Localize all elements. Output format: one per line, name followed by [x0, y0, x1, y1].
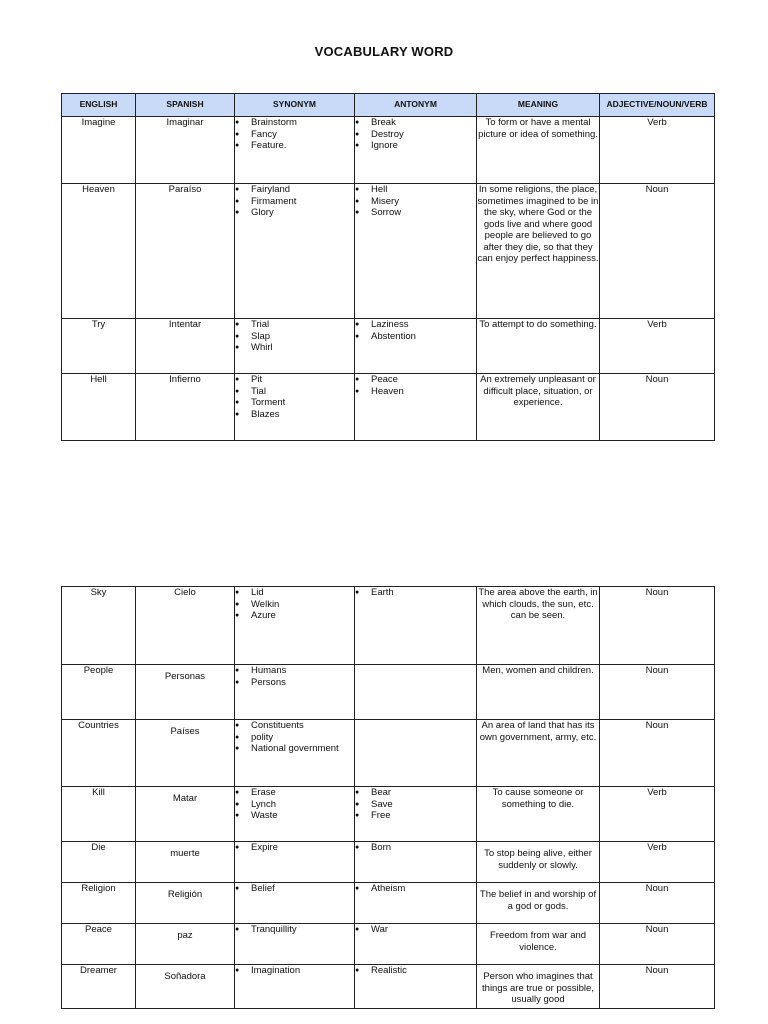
antonym-list — [355, 117, 477, 184]
list-item: ● Sorrow — [355, 207, 476, 219]
meaning-text: Men, women and children. — [477, 665, 600, 720]
table-row — [62, 924, 715, 965]
list-item: ● Humans — [235, 665, 354, 677]
vocabulary-table-1 — [61, 93, 715, 441]
list-item: ● Belief — [235, 883, 354, 895]
word-type: Noun — [600, 587, 715, 665]
table-row — [62, 319, 715, 374]
list-item: ● Erase — [235, 787, 354, 799]
list-item: ● Constituents — [235, 720, 354, 732]
word-type: Noun — [600, 965, 715, 1009]
english-word: Sky — [62, 587, 136, 665]
list-item: ● Lid — [235, 587, 354, 599]
list-item: ● Slap — [235, 331, 354, 343]
word-type: Verb — [600, 319, 715, 374]
word-type: Noun — [600, 883, 715, 924]
synonym-list — [235, 842, 355, 883]
table-header-row — [62, 94, 715, 117]
list-item: ● polity — [235, 732, 354, 744]
antonym-list — [355, 587, 477, 665]
spanish-word: Personas — [136, 665, 235, 720]
word-type: Noun — [600, 374, 715, 441]
antonym-list — [355, 787, 477, 842]
list-item: ● Laziness — [355, 319, 476, 331]
header-english: ENGLISH — [62, 94, 136, 117]
antonym-list — [355, 374, 477, 441]
list-item: ● Tranquillity — [235, 924, 354, 936]
english-word: Religion — [62, 883, 136, 924]
synonym-list — [235, 374, 355, 441]
english-word: Dreamer — [62, 965, 136, 1009]
meaning-text: To cause someone or something to die. — [477, 787, 600, 842]
spanish-word: Soñadora — [136, 965, 235, 1009]
english-word: Die — [62, 842, 136, 883]
header-spanish: SPANISH — [136, 94, 235, 117]
list-item: ● Firmament — [235, 196, 354, 208]
english-word: Kill — [62, 787, 136, 842]
list-item: ● Bear — [355, 787, 476, 799]
list-item: ● Lynch — [235, 799, 354, 811]
list-item: ● Pit — [235, 374, 354, 386]
list-item: ● Azure — [235, 610, 354, 622]
list-item: ● Feature. — [235, 140, 354, 152]
meaning-text: To stop being alive, either suddenly or slowly. — [477, 842, 600, 883]
header-word-type: ADJECTIVE/NOUN/VERB — [600, 94, 715, 117]
antonym-list — [355, 965, 477, 1009]
spanish-word: Intentar — [136, 319, 235, 374]
vocabulary-table-2 — [61, 586, 715, 1009]
word-type: Noun — [600, 720, 715, 787]
meaning-text: To form or have a mental picture or idea of something. — [477, 117, 600, 184]
synonym-list — [235, 965, 355, 1009]
synonym-list — [235, 787, 355, 842]
synonym-list — [235, 184, 355, 319]
list-item: ● Ignore — [355, 140, 476, 152]
header-meaning: MEANING — [477, 94, 600, 117]
antonym-list — [355, 883, 477, 924]
word-type: Noun — [600, 665, 715, 720]
list-item: ● Blazes — [235, 409, 354, 421]
list-item: ● Free — [355, 810, 476, 822]
list-item: ● Glory — [235, 207, 354, 219]
table-row — [62, 842, 715, 883]
meaning-text: An area of land that has its own government, army, etc. — [477, 720, 600, 787]
list-item: ● Fancy — [235, 129, 354, 141]
spanish-word: Imaginar — [136, 117, 235, 184]
list-item: ● Peace — [355, 374, 476, 386]
synonym-list — [235, 883, 355, 924]
meaning-text: Freedom from war and violence. — [477, 924, 600, 965]
antonym-list — [355, 665, 477, 720]
spanish-word: paz — [136, 924, 235, 965]
synonym-list — [235, 587, 355, 665]
list-item: ● Realistic — [355, 965, 476, 977]
list-item: ● Tial — [235, 386, 354, 398]
header-synonym: SYNONYM — [235, 94, 355, 117]
english-word: Imagine — [62, 117, 136, 184]
list-item: ● National government — [235, 743, 354, 755]
spanish-word: Infierno — [136, 374, 235, 441]
antonym-list — [355, 184, 477, 319]
header-antonym: ANTONYM — [355, 94, 477, 117]
antonym-list — [355, 842, 477, 883]
spanish-word: Religión — [136, 883, 235, 924]
list-item: ● Destroy — [355, 129, 476, 141]
table-row — [62, 665, 715, 720]
antonym-list — [355, 319, 477, 374]
list-item: ● Born — [355, 842, 476, 854]
english-word: Countries — [62, 720, 136, 787]
meaning-text: The belief in and worship of a god or gods. — [477, 883, 600, 924]
synonym-list — [235, 319, 355, 374]
spanish-word: Cielo — [136, 587, 235, 665]
list-item: ● Fairyland — [235, 184, 354, 196]
list-item: ● Save — [355, 799, 476, 811]
list-item: ● Misery — [355, 196, 476, 208]
english-word: Peace — [62, 924, 136, 965]
word-type: Noun — [600, 924, 715, 965]
table-row — [62, 787, 715, 842]
list-item: ● Persons — [235, 677, 354, 689]
list-item: ● Torment — [235, 397, 354, 409]
english-word: Heaven — [62, 184, 136, 319]
list-item: ● Brainstorm — [235, 117, 354, 129]
synonym-list — [235, 117, 355, 184]
word-type: Verb — [600, 842, 715, 883]
list-item: ● Whirl — [235, 342, 354, 354]
list-item: ● Expire — [235, 842, 354, 854]
spanish-word: Países — [136, 720, 235, 787]
word-type: Verb — [600, 787, 715, 842]
spanish-word: muerte — [136, 842, 235, 883]
spanish-word: Matar — [136, 787, 235, 842]
synonym-list — [235, 665, 355, 720]
meaning-text: Person who imagines that things are true or possible, usually good — [477, 965, 600, 1009]
list-item: ● Trial — [235, 319, 354, 331]
table-row — [62, 965, 715, 1009]
list-item: ● Hell — [355, 184, 476, 196]
table-row — [62, 720, 715, 787]
meaning-text: In some religions, the place, sometimes imagined to be in the sky, where God or the gods live and where good people are believed to go after they die, so that they can enjoy perfect happiness. — [477, 184, 600, 319]
english-word: Hell — [62, 374, 136, 441]
table-row — [62, 587, 715, 665]
meaning-text: An extremely unpleasant or difficult place, situation, or experience. — [477, 374, 600, 441]
table-row — [62, 883, 715, 924]
list-item: ● Heaven — [355, 386, 476, 398]
synonym-list — [235, 924, 355, 965]
word-type: Noun — [600, 184, 715, 319]
list-item: ● War — [355, 924, 476, 936]
english-word: People — [62, 665, 136, 720]
spanish-word: Paraíso — [136, 184, 235, 319]
antonym-list — [355, 720, 477, 787]
meaning-text: The area above the earth, in which clouds, the sun, etc. can be seen. — [477, 587, 600, 665]
list-item: ● Earth — [355, 587, 476, 599]
list-item: ● Welkin — [235, 599, 354, 611]
page-title: VOCABULARY WORD — [314, 44, 454, 59]
synonym-list — [235, 720, 355, 787]
list-item: ● Imagination — [235, 965, 354, 977]
table-row — [62, 374, 715, 441]
table-row — [62, 184, 715, 319]
antonym-list — [355, 924, 477, 965]
list-item: ● Abstention — [355, 331, 476, 343]
word-type: Verb — [600, 117, 715, 184]
english-word: Try — [62, 319, 136, 374]
list-item: ● Waste — [235, 810, 354, 822]
list-item: ● Break — [355, 117, 476, 129]
list-item: ● Atheism — [355, 883, 476, 895]
table-row — [62, 117, 715, 184]
meaning-text: To attempt to do something. — [477, 319, 600, 374]
